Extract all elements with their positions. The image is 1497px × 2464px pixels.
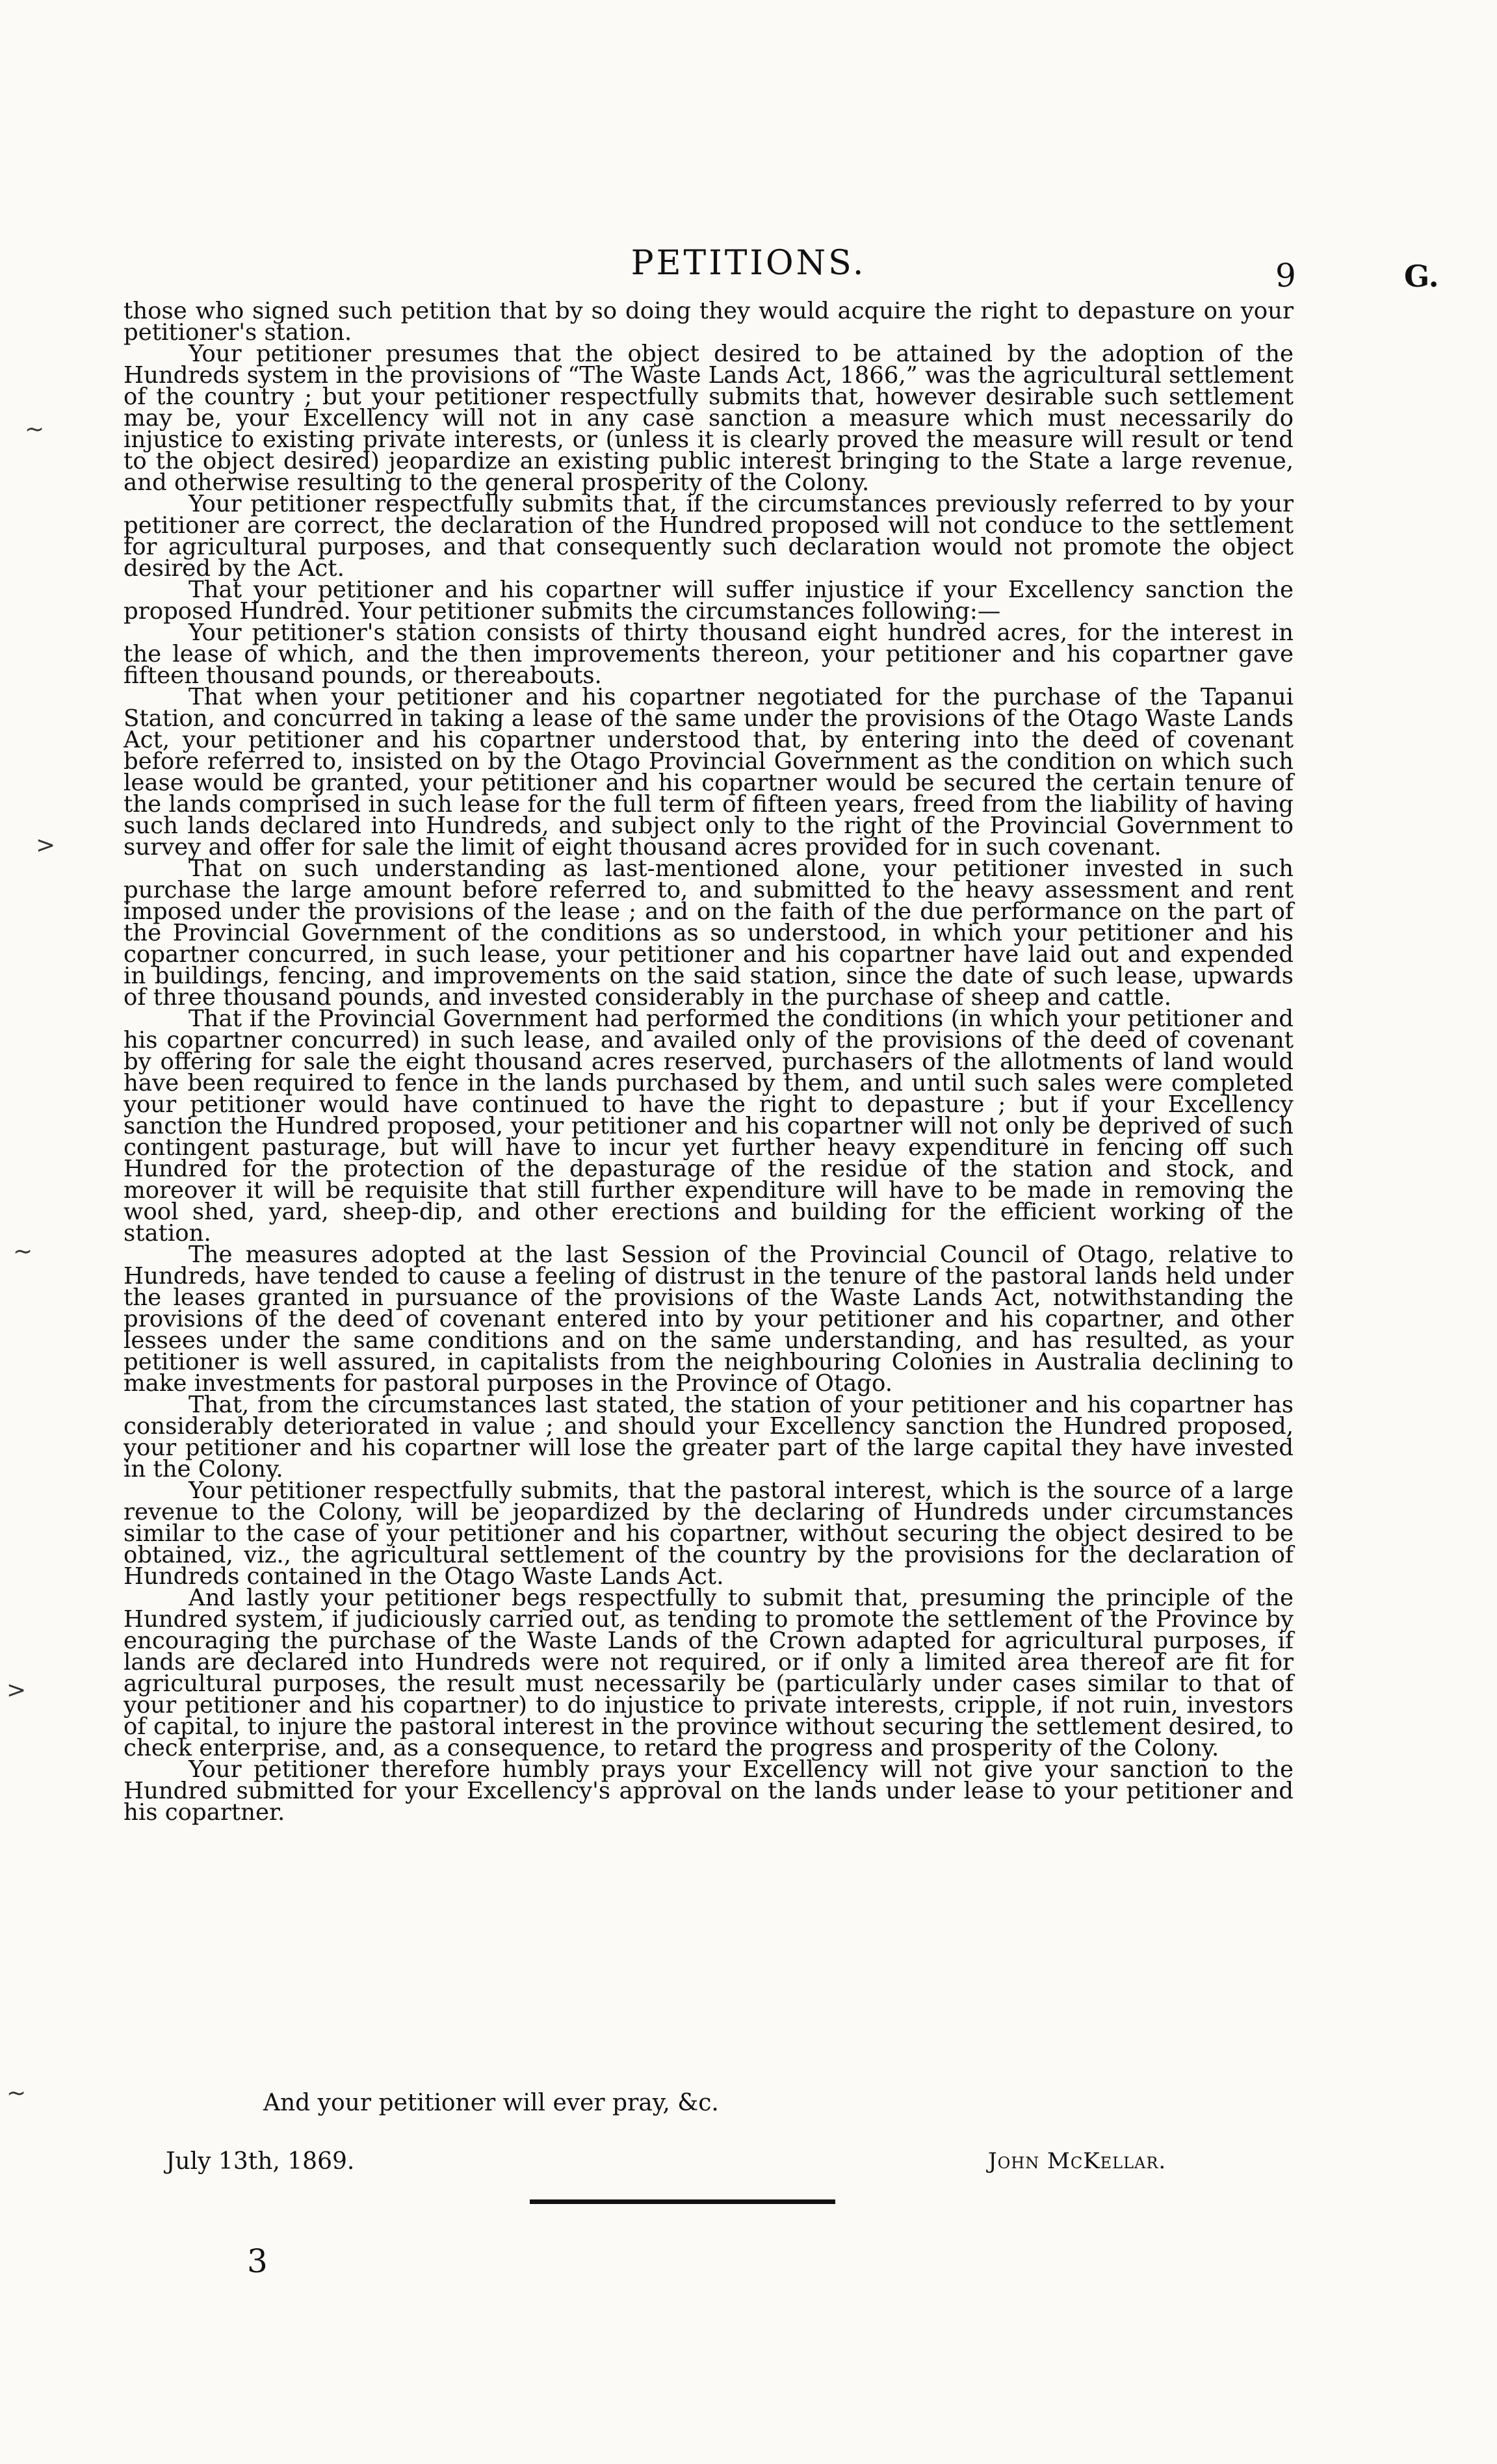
margin-mark: ~	[7, 2080, 27, 2107]
sheet-number: 3	[247, 2242, 268, 2280]
paragraph-pastoral-interest: Your petitioner respectfully submits, that the pastoral interest, which is the source of a large revenue to the Colony, will be jeopardized by the declaring of Hundreds under circumstances similar to the case of your petitioner and his copartner, without securing the object desired to be obtained, viz., the agricultural settlement of the country by the provisions for the declaration of Hundreds contained in the Otago Waste Lands Act.	[124, 1477, 1294, 1590]
petition-date: July 13th, 1869.	[166, 2148, 355, 2175]
paragraph-measures-adopted: The measures adopted at the last Session of the Provincial Council of Otago, relative to Hundreds, have tended to cause a feeling of distrust in the tenure of the pastoral lands held under the leases granted in pursuance of the provisions of the Waste Lands Act, notwithstanding the provisions of the deed of covenant entered into by your petitioner and his copartner, and other lessees under the same conditions and on the same understanding, and has resulted, as your petitioner is well assured, in capitalists from the neighbouring Colonies in Australia declining to make investments for pastoral purposes in the Province of Otago.	[124, 1241, 1294, 1397]
closing-line: And your petitioner will ever pray, &c.	[263, 2090, 719, 2116]
paragraph-injustice: That your petitioner and his copartner will suffer injustice if your Excellency sanction the proposed Hundred. Your petitioner submits the circumstances following:—	[124, 577, 1294, 625]
paragraph-deteriorated: That, from the circumstances last stated, the station of your petitioner and his copartner has considerably deteriorated in value ; and should your Excellency sanction the Hundred proposed, your petitioner and his copartner will lose the greater part of the large capital they have invested in the Colony.	[124, 1392, 1294, 1483]
paragraph-tapanui-purchase: That when your petitioner and his copartner negotiated for the purchase of the Tapanui Station, and concurred in taking a lease of the same under the provisions of the Otago Waste Lands Act, your petitioner and his copartner understood that, by entering into the deed of covenant before referred to, insisted on by the Otago Provincial Government as the condition on which such lease would be granted, your petitioner and his copartner would be secured the certain tenure of the lands comprised in such lease for the full term of fifteen years, freed from the liability of having such lands declared into Hundreds, and subject only to the right of the Provincial Government to survey and offer for sale the limit of eight thousand acres provided for in such covenant.	[124, 684, 1294, 861]
series-code: G.	[1404, 259, 1439, 294]
paragraph-prayer: Your petitioner therefore humbly prays your Excellency will not give your sanction to the Hundred submitted for your Excellency's approval on the lands under lease to your petitioner and his copartner.	[124, 1756, 1294, 1826]
closing-rule	[530, 2199, 835, 2204]
paragraph-object-desired: Your petitioner presumes that the object desired to be attained by the adoption of the Hundreds system in the provisions of “The Waste Lands Act, 1866,” was the agricultural settlement of the country ; but your petitioner respectfully submits that, however desirable such settlement may be, your Excellency will not in any case sanction a measure which must necessarily do injustice to existing private interests, or (unless it is clearly proved the measure will result or tend to the object desired) jeopardize an existing public interest bringing to the State a large revenue, and otherwise resulting to the general prosperity of the Colony.	[124, 341, 1294, 496]
page-number: 9	[1275, 257, 1296, 294]
margin-mark: >	[36, 832, 56, 859]
signature: John McKellar.	[988, 2148, 1167, 2174]
paragraph-station-size: Your petitioner's station consists of thirty thousand eight hundred acres, for the interest in the lease of which, and the then improvements thereon, your petitioner and his copartner gave fifteen thousand pounds, or thereabouts.	[124, 619, 1294, 689]
petition-body	[124, 298, 1294, 1826]
margin-mark: ~	[13, 1238, 33, 1265]
page-title: PETITIONS.	[631, 244, 866, 283]
paragraph-lastly: And lastly your petitioner begs respectfully to submit that, presuming the principle of the Hundred system, if judiciously carried out, as tending to promote the settlement of the Province by encouraging the purchase of the Waste Lands of the Crown adapted for agricultural purposes, if lands are declared into Hundreds were not required, or if only a limited area thereof are fit for agricultural purposes, the result must necessarily be (particularly under cases similar to that of your petitioner and his copartner) to do injustice to private interests, cripple, if not ruin, investors of capital, to injure the pastoral interest in the province without securing the settlement desired, to check enterprise, and, as a consequence, to retard the progress and prosperity of the Colony.	[124, 1585, 1294, 1761]
paragraph-understanding: That on such understanding as last-mentioned alone, your petitioner invested in such purchase the large amount before referred to, and submitted to the heavy assessment and rent imposed under the provisions of the lease ; and on the faith of the due performance on the part of the Provincial Government of the conditions as so understood, in which your petitioner and his copartner concurred, in such lease, your petitioner and his copartner have laid out and expended in buildings, fencing, and improvements on the said station, since the date of such lease, upwards of three thousand pounds, and invested considerably in the purchase of sheep and cattle.	[124, 855, 1294, 1011]
paragraph-circumstances: Your petitioner respectfully submits that, if the circumstances previously referred to by your petitioner are correct, the declaration of the Hundred proposed will not conduce to the settlement for agricultural purposes, and that consequently such declaration would not promote the object desired by the Act.	[124, 491, 1294, 582]
paragraph-continuation: those who signed such petition that by so doing they would acquire the right to depasture on your petitioner's station.	[124, 298, 1294, 346]
margin-mark: ~	[25, 416, 45, 443]
paragraph-provincial-conditions: That if the Provincial Government had performed the conditions (in which your petitioner and his copartner concurred) in such lease, and availed only of the provisions of the deed of covenant by offering for sale the eight thousand acres reserved, purchasers of the allotments of land would have been required to fence in the lands purchased by them, and until such sales were completed your petitioner would have continued to have the right to depasture ; but if your Excellency sanction the Hundred proposed, your petitioner and his copartner will not only be deprived of such contingent pasturage, but will have to incur yet further heavy expenditure in fencing off such Hundred for the protection of the depasturage of the residue of the station and stock, and moreover it will be requisite that still further expenditure will have to be made in removing the wool shed, yard, sheep-dip, and other erections and building for the efficient working of the station.	[124, 1005, 1294, 1247]
margin-mark: >	[7, 1677, 27, 1704]
